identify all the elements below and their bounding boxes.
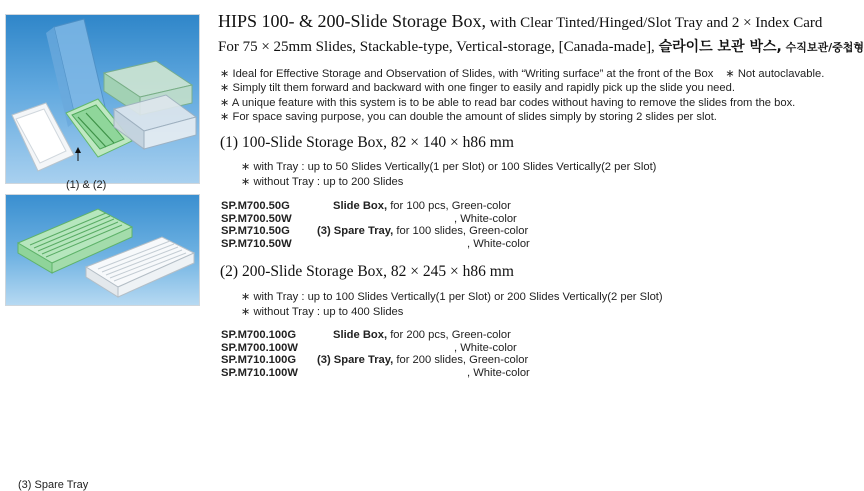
capacity-note: ∗ with Tray : up to 50 Slides Vertically(1 per Slot) or 100 Slides Vertically(2 per Slot)	[241, 161, 657, 173]
feature-item: ∗ For space saving purpose, you can double the amount of slides simply by storing 2 slides per slot.	[220, 110, 717, 123]
subtitle-text: For 75 × 25mm Slides, Stackable-type, Vertical-storage, [Canada-made],	[218, 39, 659, 55]
product-photo-spare-tray	[5, 194, 200, 491]
page-title	[218, 11, 822, 32]
product-desc: (3) Spare Tray, for 100 slides, Green-color	[317, 225, 529, 238]
spare-tray-illustration	[6, 195, 199, 305]
feature-item: ∗ Ideal for Effective Storage and Observation of Slides, with “Writing surface” at the front of the Box ∗ Not autoclavable.	[220, 68, 825, 80]
product-desc: (3) Spare Tray, for 200 slides, Green-color	[317, 354, 529, 367]
product-code: SP.M700.100G	[221, 329, 297, 341]
section-notes-200-slide	[241, 290, 663, 320]
product-desc: , White-color	[454, 212, 517, 225]
photo-caption-boxes: (1) & (2)	[66, 179, 107, 191]
feature-item: ∗ A unique feature with this system is to be able to read bar codes without having to remove the slides from the box.	[220, 96, 796, 109]
product-code: SP.M710.50W	[221, 237, 292, 250]
product-desc: , White-color	[454, 341, 517, 354]
product-code: SP.M700.50G	[221, 200, 290, 212]
page-subtitle	[218, 36, 864, 56]
product-desc: , White-color	[467, 237, 530, 250]
korean-title: 슬라이드 보관 박스,	[658, 39, 782, 55]
photo-caption-spare-tray: (3) Spare Tray	[18, 479, 89, 491]
capacity-note: ∗ without Tray : up to 200 Slides	[241, 176, 404, 188]
section-heading-100-slide: (1) 100-Slide Storage Box, 82 × 140 × h86 mm	[220, 134, 514, 151]
section-notes-100-slide	[241, 160, 656, 190]
korean-subtitle: 수직보관/중첩형	[781, 41, 864, 54]
autoclave-note: ∗ Not autoclavable.	[725, 68, 825, 80]
product-code: SP.M710.50G	[221, 225, 290, 238]
feature-list	[220, 67, 824, 124]
section-heading-200-slide: (2) 200-Slide Storage Box, 82 × 245 × h86 mm	[220, 263, 514, 280]
title-rest: with Clear Tinted/Hinged/Slot Tray and 2 × Index Card	[486, 15, 823, 31]
capacity-note: ∗ without Tray : up to 400 Slides	[241, 306, 404, 318]
product-desc: Slide Box, for 200 pcs, Green-color	[333, 329, 511, 341]
product-desc: Slide Box, for 100 pcs, Green-color	[333, 200, 511, 212]
product-code: SP.M700.50W	[221, 212, 292, 225]
capacity-note: ∗ with Tray : up to 100 Slides Vertically(1 per Slot) or 200 Slides Vertically(2 per Slot)	[241, 291, 663, 303]
product-code: SP.M710.100W	[221, 366, 298, 379]
slide-box-illustration	[6, 15, 199, 183]
product-code: SP.M710.100G	[221, 354, 297, 367]
product-photo-boxes	[5, 14, 200, 191]
feature-item: ∗ Simply tilt them forward and backward with one finger to easily and rapidly pick up the slide you need.	[220, 82, 735, 95]
product-desc: , White-color	[467, 366, 530, 379]
product-code: SP.M700.100W	[221, 341, 298, 354]
title-lead: HIPS 100- & 200-Slide Storage Box,	[218, 11, 486, 31]
